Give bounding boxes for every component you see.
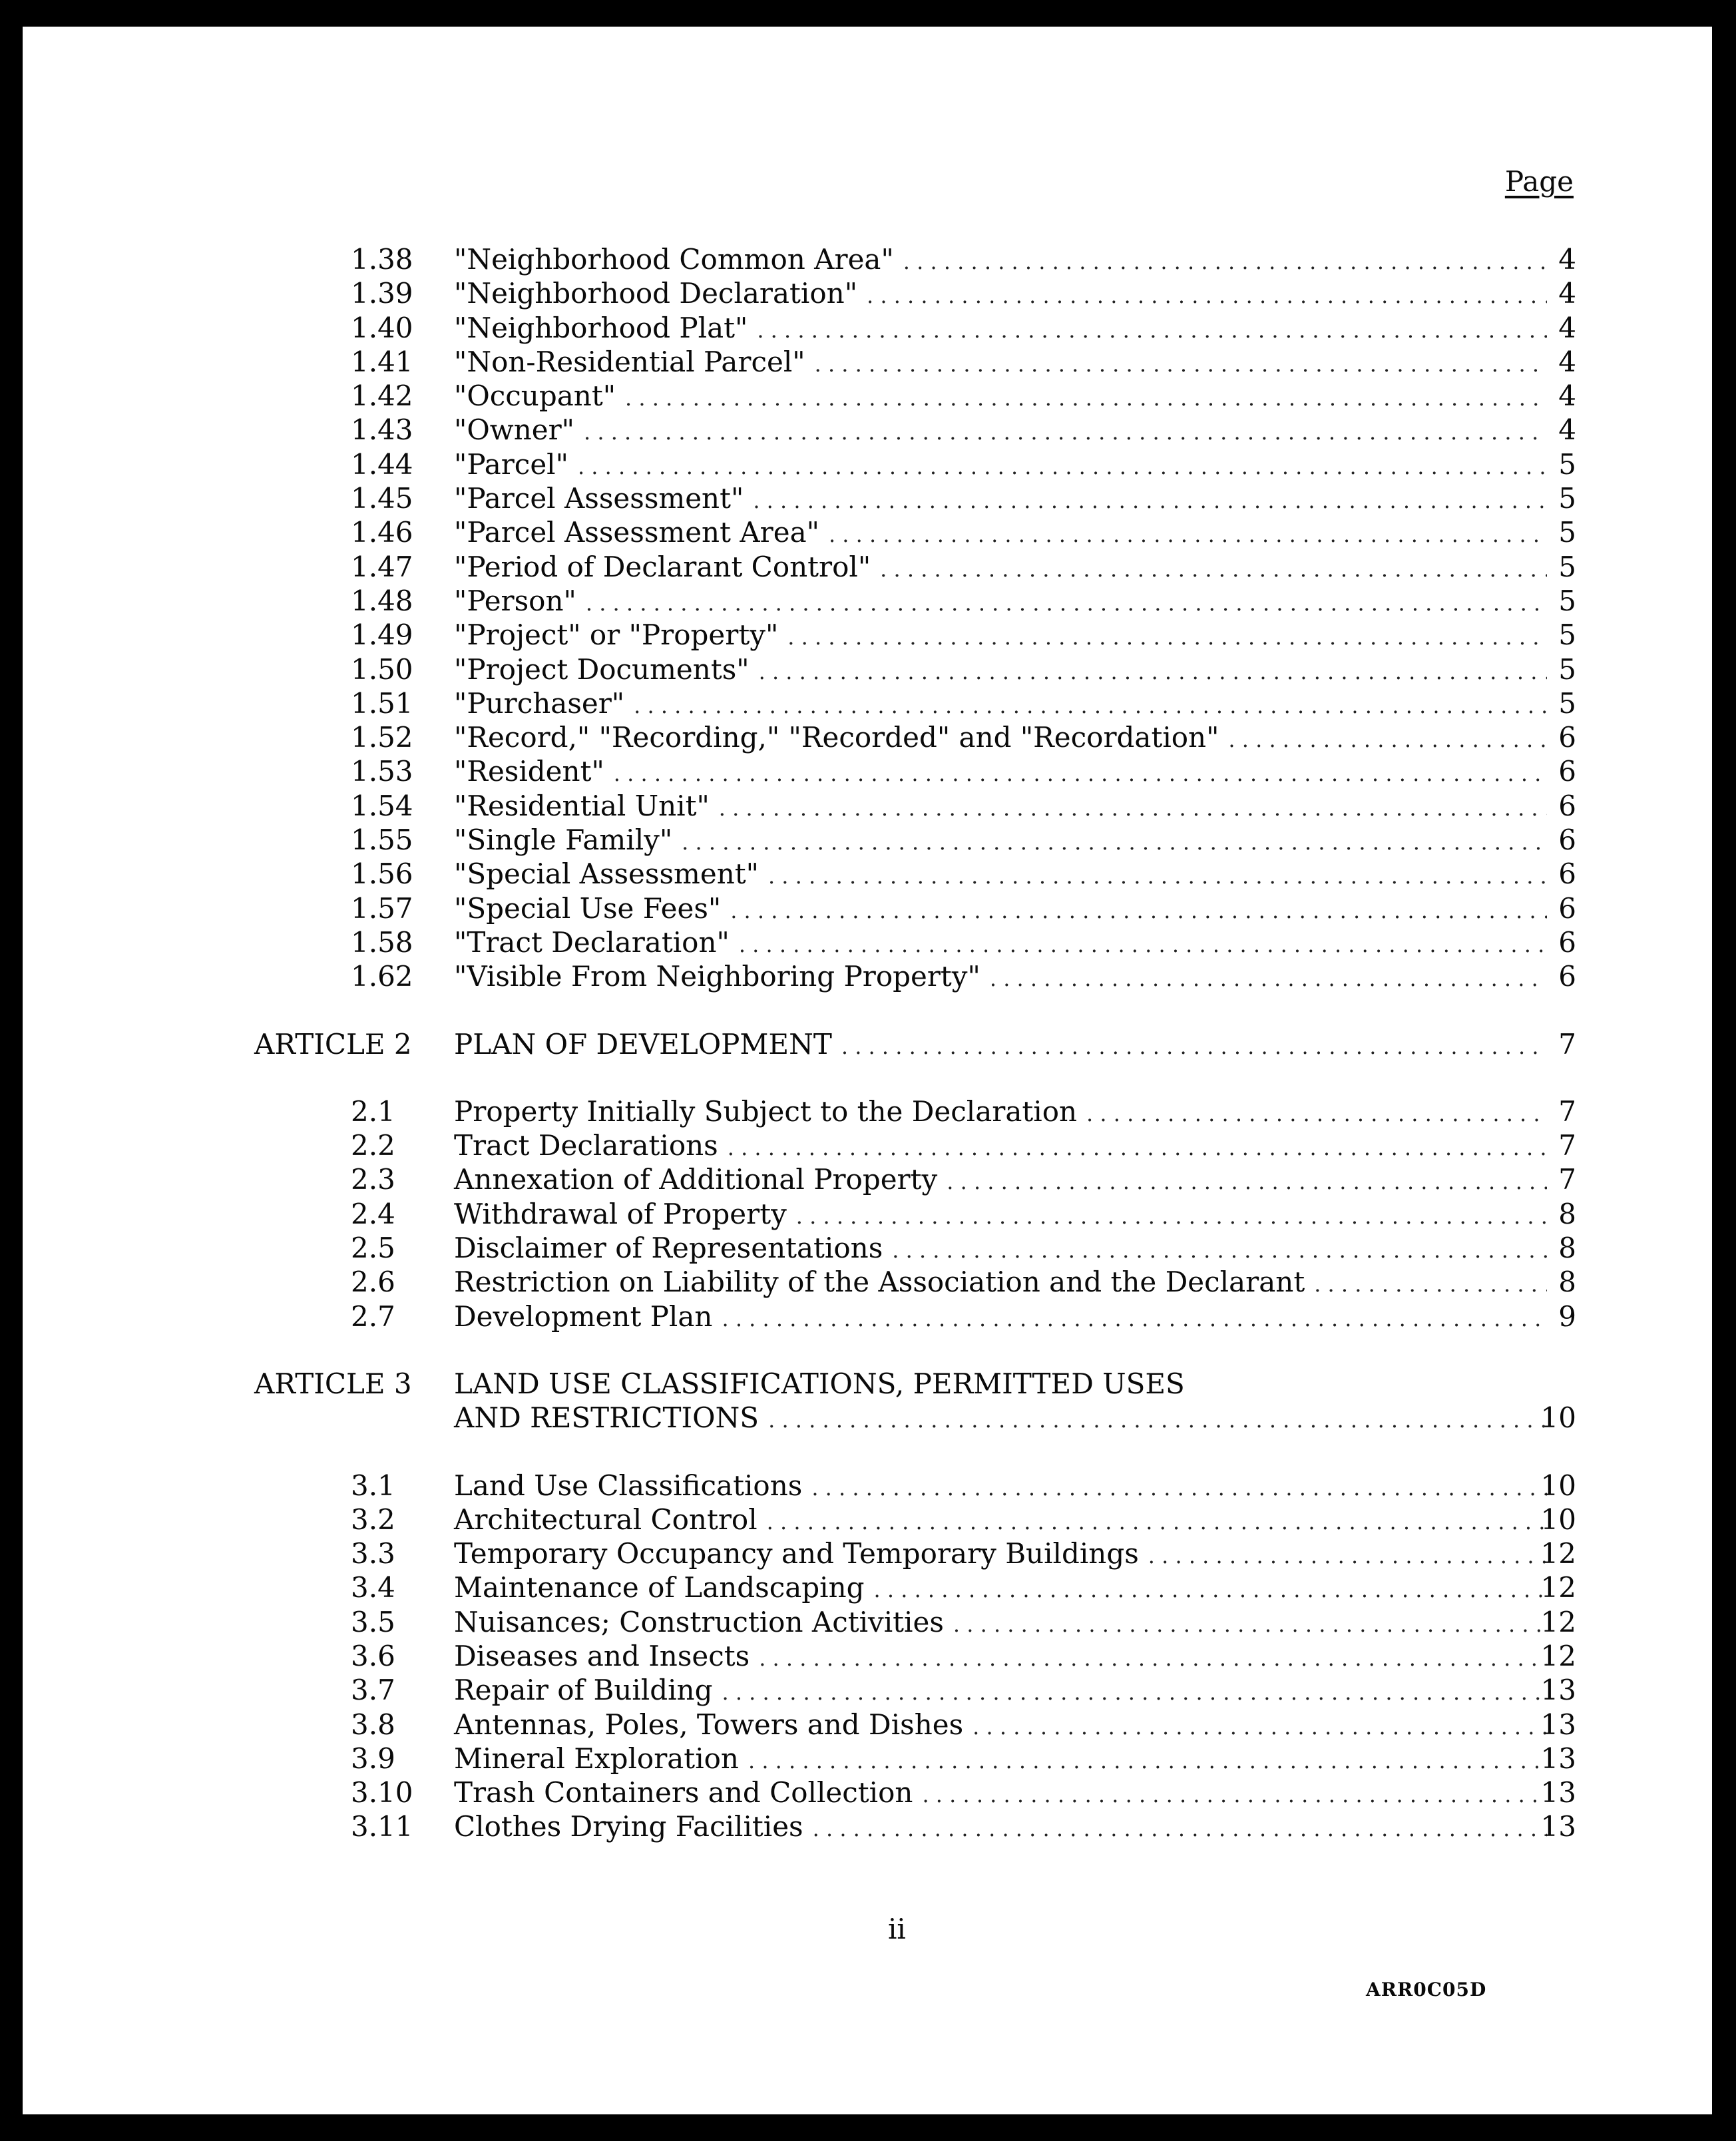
section-3-entries xyxy=(23,1469,1712,1844)
entry-page: 6 xyxy=(1558,721,1576,754)
dot-leader xyxy=(880,553,1547,587)
dot-leader xyxy=(829,518,1547,552)
entry-title-leader xyxy=(454,1265,1547,1302)
toc-entry xyxy=(23,1605,1712,1639)
entry-number: 3.11 xyxy=(351,1810,413,1843)
entry-title: "Tract Declaration" xyxy=(454,925,730,959)
dot-leader xyxy=(1148,1539,1547,1573)
entry-title: "Neighborhood Plat" xyxy=(454,311,748,344)
article-3-heading xyxy=(23,1367,1712,1401)
entry-number: 1.50 xyxy=(351,652,413,686)
entry-number: 3.4 xyxy=(351,1571,395,1604)
entry-page: 13 xyxy=(1540,1742,1576,1775)
entry-number: 1.57 xyxy=(351,891,413,925)
entry-page: 6 xyxy=(1558,925,1576,959)
entry-number: 1.62 xyxy=(351,960,413,993)
toc-entry xyxy=(23,550,1712,584)
dot-leader xyxy=(1086,1097,1547,1131)
dot-leader xyxy=(682,826,1547,859)
entry-title: "Occupant" xyxy=(454,379,616,413)
document-page xyxy=(23,27,1712,2114)
entry-title-leader xyxy=(454,242,1547,279)
dot-leader xyxy=(719,792,1547,826)
article-title-leader xyxy=(454,1027,1547,1064)
entry-title: "Owner" xyxy=(454,413,575,447)
entry-number: 1.58 xyxy=(351,925,413,959)
entry-title: "Residential Unit" xyxy=(454,789,710,822)
toc-entry xyxy=(23,447,1712,481)
dot-leader xyxy=(787,620,1547,654)
entry-title-leader xyxy=(454,584,1547,620)
article-title: PLAN OF DEVELOPMENT xyxy=(454,1027,832,1061)
toc-entry xyxy=(23,1265,1712,1299)
entry-title: Tract Declarations xyxy=(454,1129,718,1162)
dot-leader xyxy=(728,1131,1547,1165)
dot-leader xyxy=(768,1403,1547,1437)
toc-entry xyxy=(23,1162,1712,1196)
toc-entry xyxy=(23,1094,1712,1128)
article-page: 7 xyxy=(1558,1027,1576,1061)
toc-entry xyxy=(23,1708,1712,1742)
entry-title: Repair of Building xyxy=(454,1674,713,1707)
toc-entry xyxy=(23,1128,1712,1162)
dot-leader xyxy=(625,381,1547,415)
toc-entry xyxy=(23,1469,1712,1503)
entry-title: Diseases and Insects xyxy=(454,1639,750,1672)
spacer xyxy=(23,1435,1712,1469)
entry-page: 6 xyxy=(1558,891,1576,925)
entry-title: "Neighborhood Common Area" xyxy=(454,243,894,276)
dot-leader xyxy=(614,757,1547,791)
toc-entry xyxy=(23,1503,1712,1537)
entry-title-leader xyxy=(454,379,1547,415)
entry-number: 1.52 xyxy=(351,721,413,754)
spacer xyxy=(23,1333,1712,1367)
entry-page: 5 xyxy=(1558,482,1576,515)
entry-title: "Project Documents" xyxy=(454,652,750,686)
entry-number: 1.54 xyxy=(351,789,413,822)
entry-number: 1.53 xyxy=(351,755,413,788)
entry-title-leader xyxy=(454,1605,1547,1642)
dot-leader xyxy=(730,894,1547,928)
dot-leader xyxy=(739,928,1547,962)
toc-entry xyxy=(23,276,1712,310)
article-title-leader xyxy=(454,1401,1547,1437)
entry-number: 1.55 xyxy=(351,824,413,857)
toc-entry xyxy=(23,1570,1712,1604)
entry-number: 2.6 xyxy=(351,1266,395,1299)
entry-number: 2.2 xyxy=(351,1129,395,1162)
dot-leader xyxy=(990,962,1547,996)
entry-number: 2.3 xyxy=(351,1163,395,1196)
entry-title-leader xyxy=(454,618,1547,654)
toc-entry xyxy=(23,413,1712,447)
entry-page: 12 xyxy=(1540,1605,1576,1638)
entry-page: 6 xyxy=(1558,755,1576,788)
toc-entry xyxy=(23,823,1712,857)
entry-page: 5 xyxy=(1558,584,1576,617)
toc-entry xyxy=(23,311,1712,345)
entry-title-leader xyxy=(454,686,1547,723)
entry-title: Nuisances; Construction Activities xyxy=(454,1605,944,1638)
entry-title: "Project" or "Property" xyxy=(454,618,779,652)
entry-title-leader xyxy=(454,1809,1547,1846)
article-number: ARTICLE 3 xyxy=(254,1367,412,1400)
entry-title-leader xyxy=(454,891,1547,928)
entry-title: Disclaimer of Representations xyxy=(454,1232,883,1265)
entry-number: 2.7 xyxy=(351,1300,395,1333)
table-of-contents xyxy=(23,242,1712,1844)
entry-title-leader xyxy=(454,1776,1547,1812)
entry-title: Land Use Classifications xyxy=(454,1469,803,1502)
entry-page: 4 xyxy=(1558,243,1576,276)
toc-entry xyxy=(23,720,1712,754)
toc-entry xyxy=(23,1809,1712,1843)
toc-entry xyxy=(23,1300,1712,1333)
entry-title: "Neighborhood Declaration" xyxy=(454,277,858,310)
entry-title: Development Plan xyxy=(454,1300,713,1333)
toc-entry xyxy=(23,345,1712,379)
entry-page: 5 xyxy=(1558,516,1576,549)
entry-title: "Visible From Neighboring Property" xyxy=(454,960,980,993)
entry-page: 4 xyxy=(1558,413,1576,447)
entry-number: 2.4 xyxy=(351,1197,395,1230)
dot-leader xyxy=(874,1573,1547,1607)
article-3-heading-line-2 xyxy=(23,1401,1712,1435)
entry-title-leader xyxy=(454,1503,1547,1539)
entry-title-leader xyxy=(454,959,1547,996)
entry-page: 12 xyxy=(1540,1571,1576,1604)
entry-title-leader xyxy=(454,789,1547,826)
entry-title: "Parcel" xyxy=(454,447,568,481)
dot-leader xyxy=(757,314,1547,348)
entry-title: Restriction on Liability of the Association and the Declarant xyxy=(454,1266,1305,1299)
entry-page: 5 xyxy=(1558,652,1576,686)
entry-title-leader xyxy=(454,311,1547,348)
dot-leader xyxy=(811,1471,1547,1505)
page-column-heading: Page xyxy=(1504,165,1574,198)
entry-number: 1.43 xyxy=(351,413,413,447)
toc-entry xyxy=(23,481,1712,515)
dot-leader xyxy=(634,689,1547,723)
entry-page: 5 xyxy=(1558,618,1576,652)
toc-entry xyxy=(23,789,1712,823)
toc-entry xyxy=(23,618,1712,652)
entry-title-leader xyxy=(454,1673,1547,1710)
toc-entry xyxy=(23,1673,1712,1707)
entry-page: 8 xyxy=(1558,1266,1576,1299)
entry-page: 7 xyxy=(1558,1094,1576,1128)
toc-entry xyxy=(23,515,1712,549)
toc-entry xyxy=(23,1231,1712,1265)
dot-leader xyxy=(867,279,1547,313)
entry-title-leader xyxy=(454,481,1547,518)
toc-entry xyxy=(23,584,1712,618)
entry-title: Temporary Occupancy and Temporary Buildings xyxy=(454,1537,1139,1570)
dot-leader xyxy=(759,655,1547,689)
entry-page: 6 xyxy=(1558,824,1576,857)
dot-leader xyxy=(722,1676,1547,1710)
entry-title-leader xyxy=(454,720,1547,757)
toc-entry xyxy=(23,242,1712,276)
entry-title: "Period of Declarant Control" xyxy=(454,550,871,583)
dot-leader xyxy=(767,1505,1547,1539)
entry-number: 3.7 xyxy=(351,1674,395,1707)
entry-title-leader xyxy=(454,754,1547,791)
entry-title-leader xyxy=(454,823,1547,859)
spacer xyxy=(23,1061,1712,1094)
dot-leader xyxy=(953,1608,1547,1642)
dot-leader xyxy=(586,587,1547,620)
entry-title-leader xyxy=(454,1742,1547,1778)
toc-entry xyxy=(23,959,1712,993)
entry-title-leader xyxy=(454,1094,1547,1131)
entry-page: 4 xyxy=(1558,379,1576,413)
entry-number: 1.56 xyxy=(351,857,413,891)
entry-title: Clothes Drying Facilities xyxy=(454,1810,803,1843)
dot-leader xyxy=(759,1642,1547,1676)
entry-number: 3.3 xyxy=(351,1537,395,1570)
entry-page: 4 xyxy=(1558,311,1576,344)
entry-title: "Non-Residential Parcel" xyxy=(454,345,805,378)
article-title-line-1: LAND USE CLASSIFICATIONS, PERMITTED USES xyxy=(454,1367,1185,1400)
section-2-entries xyxy=(23,1094,1712,1333)
toc-entry xyxy=(23,1197,1712,1231)
entry-number: 1.42 xyxy=(351,379,413,413)
entry-title: Mineral Exploration xyxy=(454,1742,739,1775)
entry-title-leader xyxy=(454,1300,1547,1336)
entry-number: 1.44 xyxy=(351,447,413,481)
dot-leader xyxy=(947,1165,1547,1199)
footer-document-code: ARR0C05D xyxy=(1366,1979,1487,2001)
entry-title: "Purchaser" xyxy=(454,686,625,720)
dot-leader xyxy=(973,1710,1547,1744)
entry-page: 6 xyxy=(1558,789,1576,822)
dot-leader xyxy=(922,1778,1547,1812)
entry-title-leader xyxy=(454,1537,1547,1573)
entry-number: 1.47 xyxy=(351,550,413,583)
entry-number: 3.10 xyxy=(351,1776,413,1809)
entry-page: 13 xyxy=(1540,1708,1576,1741)
dot-leader xyxy=(892,1234,1547,1268)
toc-entry xyxy=(23,1776,1712,1809)
entry-title-leader xyxy=(454,857,1547,893)
entry-title-leader xyxy=(454,345,1547,381)
entry-title-leader xyxy=(454,1231,1547,1268)
entry-page: 5 xyxy=(1558,447,1576,481)
dot-leader xyxy=(813,1812,1547,1846)
entry-title-leader xyxy=(454,652,1547,689)
entry-page: 10 xyxy=(1540,1469,1576,1502)
toc-entry xyxy=(23,1742,1712,1776)
entry-page: 13 xyxy=(1540,1776,1576,1809)
entry-number: 1.48 xyxy=(351,584,413,617)
dot-leader xyxy=(768,859,1547,893)
entry-title-leader xyxy=(454,276,1547,313)
entry-title-leader xyxy=(454,1469,1547,1505)
entry-page: 10 xyxy=(1540,1503,1576,1536)
entry-number: 1.45 xyxy=(351,482,413,515)
entry-number: 2.5 xyxy=(351,1232,395,1265)
entry-page: 6 xyxy=(1558,857,1576,891)
toc-entry xyxy=(23,1639,1712,1673)
toc-entry xyxy=(23,925,1712,959)
entry-title-leader xyxy=(454,1162,1547,1199)
article-number: ARTICLE 2 xyxy=(254,1027,412,1061)
entry-title: "Parcel Assessment Area" xyxy=(454,516,819,549)
toc-entry xyxy=(23,686,1712,720)
toc-entry xyxy=(23,1537,1712,1570)
toc-entry xyxy=(23,754,1712,788)
article-title-line-2: AND RESTRICTIONS xyxy=(454,1401,760,1435)
entry-page: 4 xyxy=(1558,277,1576,310)
entry-page: 9 xyxy=(1558,1300,1576,1333)
dot-leader xyxy=(748,1744,1547,1778)
entry-number: 3.8 xyxy=(351,1708,395,1741)
dot-leader xyxy=(1314,1268,1547,1302)
section-1-entries xyxy=(23,242,1712,994)
dot-leader xyxy=(796,1200,1547,1234)
entry-page: 8 xyxy=(1558,1232,1576,1265)
entry-page: 4 xyxy=(1558,345,1576,378)
dot-leader xyxy=(841,1030,1547,1064)
spacer xyxy=(23,994,1712,1027)
entry-page: 12 xyxy=(1540,1537,1576,1570)
entry-number: 1.39 xyxy=(351,277,413,310)
entry-title: "Special Assessment" xyxy=(454,857,759,891)
entry-title: Architectural Control xyxy=(454,1503,758,1536)
entry-number: 3.5 xyxy=(351,1605,395,1638)
entry-title-leader xyxy=(454,515,1547,552)
entry-number: 1.51 xyxy=(351,686,413,720)
entry-title-leader xyxy=(454,447,1547,484)
entry-title: "Record," "Recording," "Recorded" and "Recordation" xyxy=(454,721,1219,754)
entry-title-leader xyxy=(454,1639,1547,1676)
entry-number: 1.41 xyxy=(351,345,413,378)
entry-title: Withdrawal of Property xyxy=(454,1197,787,1230)
footer-page-number: ii xyxy=(888,1913,906,1945)
entry-title: Trash Containers and Collection xyxy=(454,1776,913,1809)
entry-title-leader xyxy=(454,413,1547,449)
dot-leader xyxy=(584,415,1547,449)
entry-page: 13 xyxy=(1540,1674,1576,1707)
entry-number: 1.40 xyxy=(351,311,413,344)
entry-number: 1.38 xyxy=(351,243,413,276)
entry-title: Antennas, Poles, Towers and Dishes xyxy=(454,1708,964,1741)
entry-title: Annexation of Additional Property xyxy=(454,1163,938,1196)
entry-title: "Single Family" xyxy=(454,824,673,857)
dot-leader xyxy=(903,245,1547,279)
entry-number: 3.1 xyxy=(351,1469,395,1502)
entry-number: 3.6 xyxy=(351,1639,395,1672)
toc-entry xyxy=(23,652,1712,686)
entry-number: 3.9 xyxy=(351,1742,395,1775)
article-2-heading xyxy=(23,1027,1712,1061)
entry-number: 2.1 xyxy=(351,1094,395,1128)
entry-title: Maintenance of Landscaping xyxy=(454,1571,865,1604)
entry-title: "Person" xyxy=(454,584,576,617)
dot-leader xyxy=(1228,723,1547,757)
entry-title-leader xyxy=(454,1197,1547,1234)
toc-entry xyxy=(23,857,1712,891)
entry-page: 7 xyxy=(1558,1163,1576,1196)
entry-page: 12 xyxy=(1540,1639,1576,1672)
entry-number: 1.49 xyxy=(351,618,413,652)
entry-page: 8 xyxy=(1558,1197,1576,1230)
entry-title-leader xyxy=(454,1570,1547,1607)
entry-page: 5 xyxy=(1558,686,1576,720)
entry-title: "Resident" xyxy=(454,755,604,788)
dot-leader xyxy=(578,450,1547,484)
entry-title-leader xyxy=(454,1128,1547,1165)
entry-page: 13 xyxy=(1540,1810,1576,1843)
entry-number: 1.46 xyxy=(351,516,413,549)
entry-title-leader xyxy=(454,550,1547,587)
entry-title-leader xyxy=(454,1708,1547,1744)
entry-title-leader xyxy=(454,925,1547,962)
toc-entry xyxy=(23,891,1712,925)
entry-page: 7 xyxy=(1558,1129,1576,1162)
dot-leader xyxy=(753,484,1547,518)
dot-leader xyxy=(815,348,1547,381)
dot-leader xyxy=(722,1302,1547,1336)
toc-entry xyxy=(23,379,1712,413)
entry-title: "Parcel Assessment" xyxy=(454,482,744,515)
entry-title: "Special Use Fees" xyxy=(454,891,722,925)
entry-title: Property Initially Subject to the Declaration xyxy=(454,1094,1078,1128)
entry-number: 3.2 xyxy=(351,1503,395,1536)
article-page: 10 xyxy=(1540,1401,1576,1435)
entry-page: 5 xyxy=(1558,550,1576,583)
entry-page: 6 xyxy=(1558,960,1576,993)
